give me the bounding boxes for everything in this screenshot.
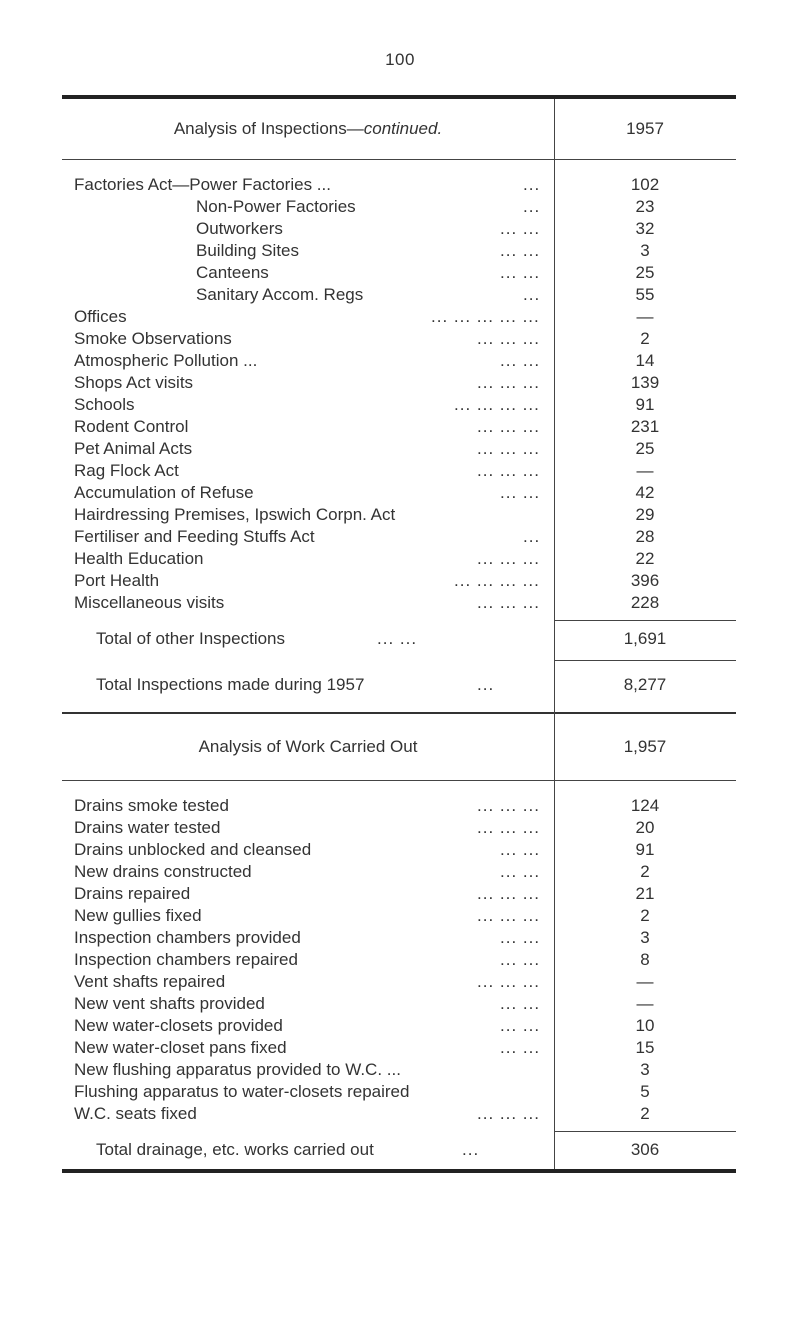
inspections-header: [62, 99, 736, 159]
work-row-dots: ... ... ...: [477, 972, 540, 991]
work-row: [62, 905, 736, 927]
inspections-row: [62, 262, 736, 284]
inspections-row-dots: ... ...: [500, 263, 541, 282]
total-other-row: [62, 624, 736, 654]
inspections-row-value: 32: [635, 219, 655, 238]
inspections-row-value: —: [636, 307, 654, 326]
inspections-row-value: —: [636, 461, 654, 480]
inspections-row-dots: ... ... ...: [477, 549, 540, 568]
inspections-row: [62, 240, 736, 262]
inspections-row-dots: ... ... ... ...: [454, 571, 540, 590]
work-row-label: Vent shafts repaired: [74, 972, 226, 991]
work-rows: [62, 795, 736, 1125]
inspections-row-value: 25: [635, 439, 655, 458]
inspections-row-label: Atmospheric Pollution ...: [74, 351, 258, 370]
work-row: [62, 817, 736, 839]
inspections-row-dots: ... ...: [500, 241, 541, 260]
work-row-dots: ... ...: [500, 928, 541, 947]
work-row-label: Inspection chambers provided: [74, 928, 301, 947]
work-row: [62, 949, 736, 971]
inspections-row: [62, 526, 736, 548]
inspections-row: [62, 592, 736, 614]
inspections-row-label: Miscellaneous visits: [74, 593, 225, 612]
inspections-row: [62, 570, 736, 592]
inspections-row-label: Building Sites: [196, 241, 300, 260]
inspections-row-label: Rodent Control: [74, 417, 189, 436]
work-row: [62, 1015, 736, 1037]
work-row-value: 10: [635, 1016, 655, 1035]
inspections-row-value: 228: [630, 593, 660, 612]
total-made-value: 8,277: [623, 675, 667, 694]
inspections-row-label: Rag Flock Act: [74, 461, 179, 480]
work-row-value: 2: [640, 1104, 650, 1123]
inspections-row-value: 23: [635, 197, 655, 216]
inspections-row-label: Accumulation of Refuse: [74, 483, 254, 502]
work-row-label: Drains smoke tested: [74, 796, 229, 815]
work-row: [62, 927, 736, 949]
work-row: [62, 839, 736, 861]
inspections-row-dots: ... ... ...: [477, 373, 540, 392]
page-number: 100: [385, 50, 415, 69]
work-row-dots: ... ...: [500, 862, 541, 881]
inspections-row-label: Offices: [74, 307, 127, 326]
inspections-row-dots: ...: [523, 175, 541, 194]
inspections-row: [62, 350, 736, 372]
work-row-value: 15: [635, 1038, 655, 1057]
inspections-row: [62, 196, 736, 218]
inspections-row-value: 25: [635, 263, 655, 282]
inspections-row: [62, 504, 736, 526]
work-header: [62, 714, 736, 780]
work-row: [62, 971, 736, 993]
work-row-value: 8: [640, 950, 650, 969]
inspections-row: [62, 328, 736, 350]
work-row-value: 5: [640, 1082, 650, 1101]
work-row-value: 2: [640, 906, 650, 925]
inspections-row: [62, 394, 736, 416]
inspections-row-value: 91: [635, 395, 655, 414]
inspections-header-year: 1957: [626, 119, 664, 138]
work-header-label: Analysis of Work Carried Out: [198, 737, 418, 756]
total-other-value: 1,691: [623, 629, 667, 648]
inspections-row-value: 139: [630, 373, 660, 392]
inspections-row-value: 2: [640, 329, 650, 348]
inspections-row-label: Canteens: [196, 263, 269, 282]
work-row-label: Drains water tested: [74, 818, 221, 837]
work-row-value: 91: [635, 840, 655, 859]
work-row-label: Drains repaired: [74, 884, 191, 903]
inspections-row-dots: ... ...: [500, 483, 541, 502]
work-row-dots: ... ... ...: [477, 818, 540, 837]
continued-label: continued.: [363, 119, 443, 138]
inspections-row-value: 55: [635, 285, 655, 304]
work-row-label: Inspection chambers repaired: [74, 950, 298, 969]
inspections-row-label: Pet Animal Acts: [74, 439, 193, 458]
bottom-rule: [62, 1169, 736, 1173]
work-row: [62, 861, 736, 883]
inspections-row-dots: ... ... ...: [477, 439, 540, 458]
work-row: [62, 1103, 736, 1125]
work-row-value: 20: [635, 818, 655, 837]
inspections-row-value: 14: [635, 351, 655, 370]
inspections-row-label: Non-Power Factories: [196, 197, 356, 216]
inspections-row: [62, 438, 736, 460]
inspections-row-label: Factories Act—Power Factories ...: [74, 175, 331, 194]
work-row-dots: ... ... ...: [477, 1104, 540, 1123]
work-row-label: New water-closet pans fixed: [74, 1038, 287, 1057]
inspections-row-label: Sanitary Accom. Regs: [196, 285, 364, 304]
inspections-row: [62, 548, 736, 570]
total-made-dots: ...: [477, 675, 495, 694]
inspections-row-label: Health Education: [74, 549, 204, 568]
inspections-row-label: Outworkers: [196, 219, 283, 238]
work-total-label: Total drainage, etc. works carried out: [96, 1140, 374, 1159]
inspections-row-dots: ... ... ...: [477, 417, 540, 436]
work-row-label: New vent shafts provided: [74, 994, 265, 1013]
inspections-row-label: Shops Act visits: [74, 373, 194, 392]
inspections-row-value: 42: [635, 483, 655, 502]
work-row-dots: ... ... ...: [477, 884, 540, 903]
work-header-year: 1,957: [623, 737, 667, 756]
total-other-dots: ... ...: [377, 629, 418, 648]
work-row-value: 2: [640, 862, 650, 881]
inspections-row-label: Fertiliser and Feeding Stuffs Act: [74, 527, 315, 546]
inspections-row-label: Schools: [74, 395, 135, 414]
work-total-dots: ...: [462, 1140, 480, 1159]
inspections-row: [62, 460, 736, 482]
inspections-row-dots: ...: [523, 285, 541, 304]
work-row-dots: ... ...: [500, 1016, 541, 1035]
inspections-row-label: Hairdressing Premises, Ipswich Corpn. Act: [74, 505, 396, 524]
inspections-row-value: 22: [635, 549, 655, 568]
work-row-value: —: [636, 994, 654, 1013]
inspections-row-dots: ... ... ...: [477, 329, 540, 348]
work-row-label: Flushing apparatus to water-closets repaired: [74, 1082, 410, 1101]
inspections-row: [62, 284, 736, 306]
work-row-dots: ... ...: [500, 1038, 541, 1057]
inspections-row-label: Port Health: [74, 571, 160, 590]
inspections-row: [62, 416, 736, 438]
total-other-label: Total of other Inspections: [96, 629, 286, 648]
inspections-row-value: 231: [630, 417, 660, 436]
work-total-value: 306: [630, 1140, 660, 1159]
inspections-row-dots: ... ... ... ...: [454, 395, 540, 414]
inspections-row-dots: ... ...: [500, 219, 541, 238]
inspections-row-label: Smoke Observations: [74, 329, 232, 348]
work-row-label: W.C. seats fixed: [74, 1104, 197, 1123]
work-row: [62, 883, 736, 905]
inspections-header-label: Analysis of Inspections—continued.: [173, 119, 443, 138]
inspections-row-dots: ... ... ...: [477, 461, 540, 480]
inspections-row-value: 3: [640, 241, 650, 260]
work-row: [62, 1037, 736, 1059]
work-row-dots: ... ...: [500, 840, 541, 859]
inspections-row-dots: ...: [523, 527, 541, 546]
inspections-row: [62, 218, 736, 240]
inspections-table: [62, 95, 736, 1173]
work-row-label: New flushing apparatus provided to W.C. ...: [74, 1060, 401, 1079]
work-row-value: 3: [640, 928, 650, 947]
work-row-value: —: [636, 972, 654, 991]
work-row-label: New water-closets provided: [74, 1016, 283, 1035]
work-row-value: 124: [630, 796, 660, 815]
inspections-row-dots: ... ... ...: [477, 593, 540, 612]
inspections-row: [62, 174, 736, 196]
work-row-value: 21: [635, 884, 655, 903]
inspections-row-value: 29: [635, 505, 655, 524]
inspections-row-dots: ... ...: [500, 351, 541, 370]
work-total-row: [62, 1135, 736, 1165]
work-row: [62, 1059, 736, 1081]
work-row-label: Drains unblocked and cleansed: [74, 840, 312, 859]
inspections-row: [62, 372, 736, 394]
total-made-label: Total Inspections made during 1957: [96, 675, 365, 694]
work-row: [62, 795, 736, 817]
column-divider: [554, 99, 555, 1169]
inspections-row-value: 28: [635, 527, 655, 546]
inspections-row-value: 102: [630, 175, 660, 194]
work-row-dots: ... ... ...: [477, 796, 540, 815]
total-made-row: [62, 670, 736, 700]
inspections-row: [62, 482, 736, 504]
work-row-value: 3: [640, 1060, 650, 1079]
work-row-label: New drains constructed: [74, 862, 252, 881]
inspections-row-dots: ...: [523, 197, 541, 216]
work-row: [62, 1081, 736, 1103]
work-row-dots: ... ...: [500, 994, 541, 1013]
work-row-label: New gullies fixed: [74, 906, 202, 925]
work-row-dots: ... ... ...: [477, 906, 540, 925]
work-row: [62, 993, 736, 1015]
inspections-row: [62, 306, 736, 328]
inspections-row-value: 396: [630, 571, 660, 590]
work-row-dots: ... ...: [500, 950, 541, 969]
inspections-row-dots: ... ... ... ... ...: [431, 307, 540, 326]
inspections-rows: [62, 174, 736, 614]
